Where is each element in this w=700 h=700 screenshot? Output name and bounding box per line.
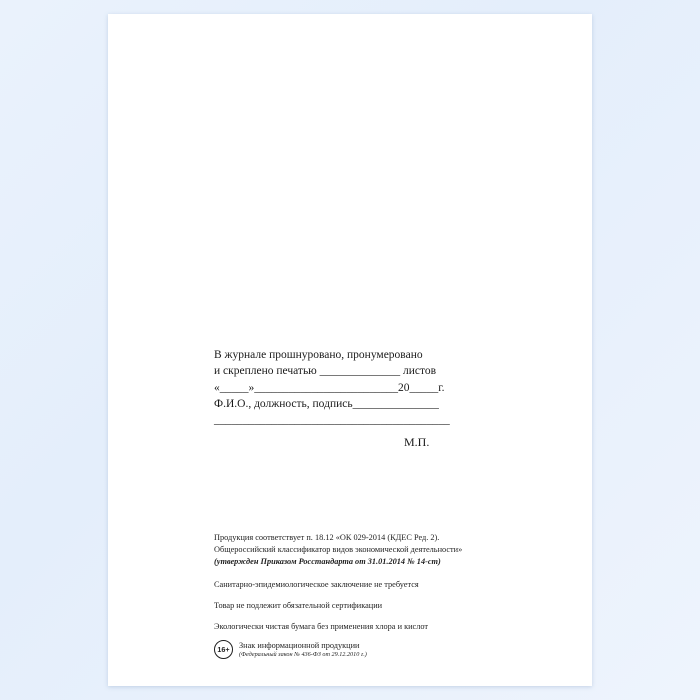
certification-line-5: _________________________________________ bbox=[214, 414, 450, 427]
certification-line-1: В журнале прошнуровано, пронумеровано bbox=[214, 349, 423, 361]
age-mark-text bbox=[239, 641, 367, 659]
legal-block bbox=[214, 532, 554, 659]
certification-line-2: и скреплено печатью ______________ листов bbox=[214, 365, 437, 378]
compliance-line-2: Общероссийский классификатор видов экономической деятельности» bbox=[214, 545, 463, 555]
compliance-line-3: (утвержден Приказом Росстандарта от 31.01.2014 № 14-ст) bbox=[214, 557, 441, 567]
certification-line-4: Ф.И.О., должность, подпись_______________ bbox=[214, 397, 439, 410]
age-rating-icon: 16+ bbox=[214, 640, 233, 659]
compliance-line-1: Продукция соответствует п. 18.12 «ОК 029-2014 (КДЕС Ред. 2). bbox=[214, 533, 440, 542]
mark-title: Знак информационной продукции bbox=[239, 640, 360, 650]
document-page bbox=[108, 14, 592, 686]
paper-note: Экологически чистая бумага без применения хлора и кислот bbox=[214, 622, 429, 632]
certification-line-3: «_____»_________________________20_____г. bbox=[214, 381, 445, 394]
certification-note: Товар не подлежит обязательной сертификации bbox=[214, 601, 383, 611]
sanitary-note: Санитарно-эпидемиологическое заключение не требуется bbox=[214, 580, 419, 590]
certification-block bbox=[214, 347, 544, 429]
age-mark-row bbox=[214, 640, 554, 659]
mark-law: (Федеральный закон № 436-ФЗ от 29.12.2010 г.) bbox=[239, 650, 367, 658]
stamp-place-label: М.П. bbox=[404, 435, 430, 449]
compliance-paragraph bbox=[214, 532, 554, 568]
